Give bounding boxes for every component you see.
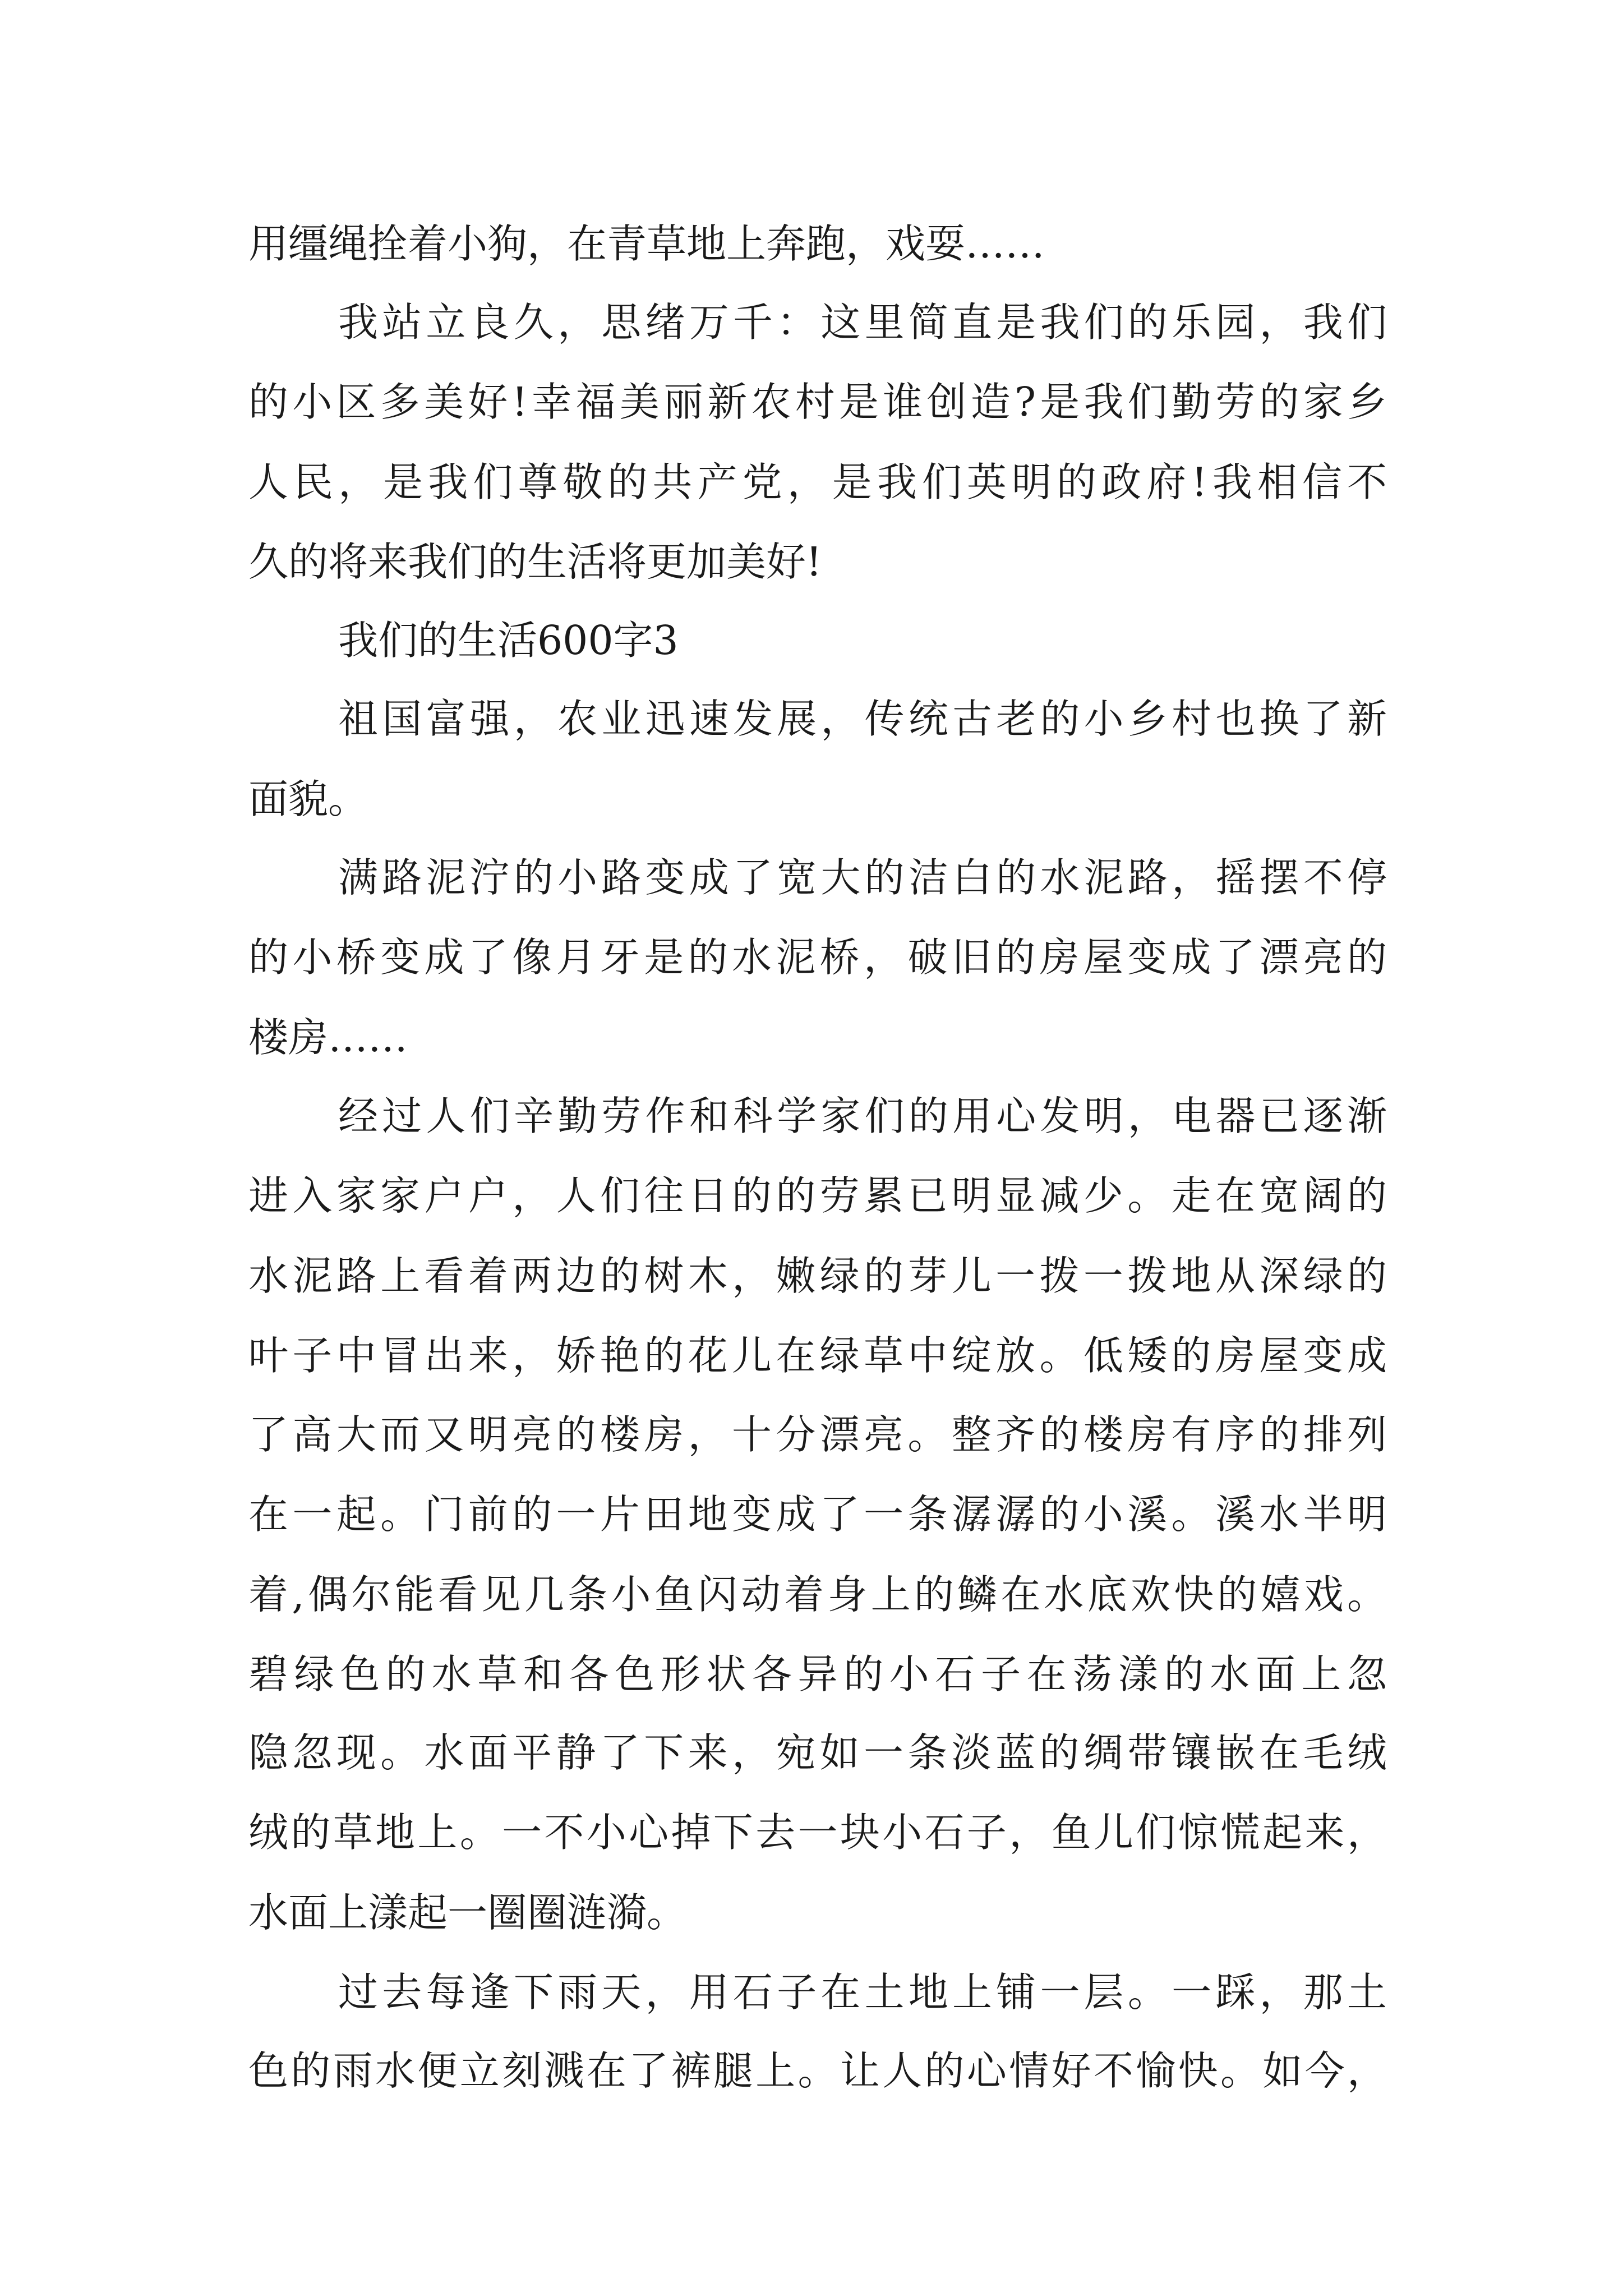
text-line: 叶子中冒出来，娇艳的花儿在绿草中绽放。低矮的房屋变成 (248, 1332, 1387, 1379)
text-line: 碧绿色的水草和各色形状各异的小石子在荡漾的水面上忽 (248, 1651, 1387, 1697)
text-line: 在一起。门前的一片田地变成了一条潺潺的小溪。溪水半明 (248, 1491, 1387, 1538)
text-line: 过去每逢下雨天，用石子在土地上铺一层。一踩，那土 (338, 1969, 1387, 2016)
text-line: 隐忽现。水面平静了下来，宛如一条淡蓝的绸带镶嵌在毛绒 (248, 1729, 1387, 1776)
text-line: 色的雨水便立刻溅在了裤腿上。让人的心情好不愉快。如今， (248, 2047, 1387, 2094)
text-line: 进入家家户户，人们往日的的劳累已明显减少。走在宽阔的 (248, 1172, 1387, 1219)
text-line: 的小区多美好!幸福美丽新农村是谁创造?是我们勤劳的家乡 (248, 379, 1387, 425)
text-line: 久的将来我们的生活将更加美好! (248, 539, 822, 585)
text-line: 我站立良久，思绪万千：这里简直是我们的乐园，我们 (338, 299, 1387, 346)
text-line: 着,偶尔能看见几条小鱼闪动着身上的鳞在水底欢快的嬉戏。 (248, 1571, 1387, 1618)
section-heading: 我们的生活600字3 (338, 617, 679, 664)
text-line: 绒的草地上。一不小心掉下去一块小石子，鱼儿们惊慌起来， (248, 1809, 1387, 1856)
text-line: 水面上漾起一圈圈涟漪。 (248, 1889, 687, 1936)
text-line: 用缰绳拴着小狗，在青草地上奔跑，戏耍…… (248, 220, 1045, 267)
text-line: 满路泥泞的小路变成了宽大的洁白的水泥路，摇摆不停 (338, 854, 1387, 901)
text-line: 人民，是我们尊敬的共产党，是我们英明的政府!我相信不 (248, 459, 1387, 505)
text-line: 祖国富强，农业迅速发展，传统古老的小乡村也换了新 (338, 696, 1387, 742)
text-line: 楼房…… (248, 1014, 408, 1061)
text-line: 水泥路上看着两边的树木，嫩绿的芽儿一拨一拨地从深绿的 (248, 1253, 1387, 1299)
text-line: 的小桥变成了像月牙是的水泥桥，破旧的房屋变成了漂亮的 (248, 934, 1387, 981)
text-line: 经过人们辛勤劳作和科学家们的用心发明，电器已逐渐 (338, 1093, 1387, 1139)
text-line: 面貌。 (248, 776, 368, 822)
text-line: 了高大而又明亮的楼房，十分漂亮。整齐的楼房有序的排列 (248, 1411, 1387, 1458)
